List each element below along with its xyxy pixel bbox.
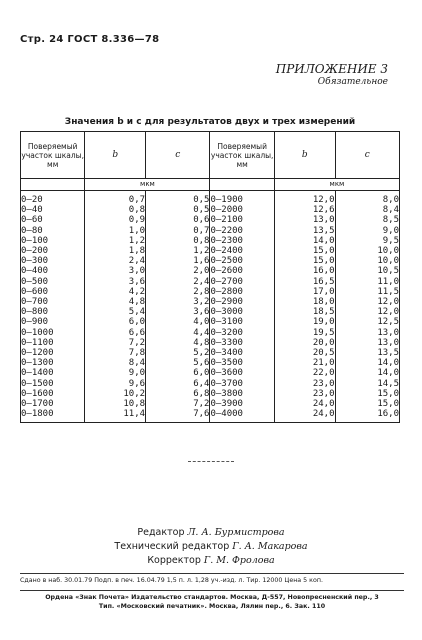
cell-c-right: 15,0 bbox=[335, 389, 399, 399]
cell-c-right: 13,5 bbox=[335, 348, 399, 358]
cell-section-left: 0—1800 bbox=[21, 409, 85, 423]
table-row bbox=[21, 246, 400, 256]
printer-info bbox=[20, 590, 404, 611]
cell-section-right: 0—3200 bbox=[210, 328, 274, 338]
cell-section-right: 0—4000 bbox=[210, 409, 274, 423]
cell-b-right: 17,0 bbox=[274, 287, 335, 297]
cell-c-left: 4,8 bbox=[146, 338, 210, 348]
table-row bbox=[21, 358, 400, 368]
cell-c-right: 10,5 bbox=[335, 266, 399, 276]
cell-b-right: 19,0 bbox=[274, 317, 335, 327]
cell-c-right: 12,0 bbox=[335, 307, 399, 317]
cell-b-left: 1,8 bbox=[85, 246, 146, 256]
cell-c-right: 8,0 bbox=[335, 191, 399, 206]
header-c-right: c bbox=[335, 132, 399, 179]
table-row bbox=[21, 277, 400, 287]
table-row bbox=[21, 226, 400, 236]
credits-block bbox=[0, 526, 422, 568]
cell-b-right: 24,0 bbox=[274, 409, 335, 423]
values-table bbox=[20, 131, 400, 423]
cell-c-right: 14,5 bbox=[335, 379, 399, 389]
cell-c-left: 0,6 bbox=[146, 215, 210, 225]
publication-line: Сдано в наб. 30.01.79 Подп. в печ. 16.04.79 1,5 п. л. 1,28 уч.-изд. л. Тир. 12000 Цена 5 коп. bbox=[20, 573, 404, 584]
cell-b-right: 15,0 bbox=[274, 246, 335, 256]
cell-c-right: 14,0 bbox=[335, 358, 399, 368]
units-blank-right bbox=[210, 179, 274, 191]
credits-tech-editor bbox=[0, 540, 422, 554]
cell-b-left: 1,0 bbox=[85, 226, 146, 236]
cell-section-left: 0—1300 bbox=[21, 358, 85, 368]
header-section-right: Поверяемый участок шкалы, мм bbox=[210, 132, 274, 179]
cell-c-right: 16,0 bbox=[335, 409, 399, 423]
cell-section-left: 0—800 bbox=[21, 307, 85, 317]
cell-c-left: 6,0 bbox=[146, 368, 210, 378]
cell-c-right: 10,0 bbox=[335, 246, 399, 256]
cell-section-right: 0—3600 bbox=[210, 368, 274, 378]
cell-c-right: 12,5 bbox=[335, 317, 399, 327]
table-row bbox=[21, 215, 400, 225]
cell-c-left: 5,6 bbox=[146, 358, 210, 368]
cell-b-right: 22,0 bbox=[274, 368, 335, 378]
page-header: Стр. 24 ГОСТ 8.336—78 bbox=[20, 34, 160, 45]
cell-b-right: 20,0 bbox=[274, 338, 335, 348]
cell-c-right: 11,0 bbox=[335, 277, 399, 287]
cell-c-left: 6,4 bbox=[146, 379, 210, 389]
cell-section-right: 0—2300 bbox=[210, 236, 274, 246]
cell-b-left: 5,4 bbox=[85, 307, 146, 317]
cell-section-right: 0—2500 bbox=[210, 256, 274, 266]
cell-c-right: 15,0 bbox=[335, 399, 399, 409]
appendix-title: ПРИЛОЖЕНИЕ 3 bbox=[275, 62, 388, 76]
cell-c-left: 4,0 bbox=[146, 317, 210, 327]
table-body bbox=[21, 191, 400, 423]
table-row bbox=[21, 328, 400, 338]
cell-section-right: 0—3000 bbox=[210, 307, 274, 317]
cell-section-right: 0—2000 bbox=[210, 205, 274, 215]
table-row bbox=[21, 379, 400, 389]
cell-c-left: 4,4 bbox=[146, 328, 210, 338]
cell-section-left: 0—1200 bbox=[21, 348, 85, 358]
cell-section-left: 0—1400 bbox=[21, 368, 85, 378]
cell-b-left: 11,4 bbox=[85, 409, 146, 423]
cell-section-left: 0—100 bbox=[21, 236, 85, 246]
table-row bbox=[21, 399, 400, 409]
cell-b-right: 12,0 bbox=[274, 191, 335, 206]
cell-c-right: 13,0 bbox=[335, 338, 399, 348]
cell-b-right: 20,5 bbox=[274, 348, 335, 358]
cell-section-left: 0—40 bbox=[21, 205, 85, 215]
cell-b-right: 12,6 bbox=[274, 205, 335, 215]
tech-editor-name: Г. А. Макарова bbox=[232, 541, 308, 552]
cell-c-left: 7,2 bbox=[146, 399, 210, 409]
cell-section-right: 0—3700 bbox=[210, 379, 274, 389]
cell-c-left: 0,8 bbox=[146, 236, 210, 246]
header-section-left: Поверяемый участок шкалы, мм bbox=[21, 132, 85, 179]
table-row bbox=[21, 287, 400, 297]
cell-c-right: 8,4 bbox=[335, 205, 399, 215]
cell-b-right: 14,0 bbox=[274, 236, 335, 246]
units-blank-left bbox=[21, 179, 85, 191]
cell-c-right: 13,0 bbox=[335, 328, 399, 338]
table-row bbox=[21, 389, 400, 399]
cell-c-left: 0,5 bbox=[146, 205, 210, 215]
cell-b-left: 3,0 bbox=[85, 266, 146, 276]
appendix-subtitle: Обязательное bbox=[317, 77, 388, 87]
cell-b-left: 6,0 bbox=[85, 317, 146, 327]
cell-c-left: 0,7 bbox=[146, 226, 210, 236]
cell-b-right: 16,0 bbox=[274, 266, 335, 276]
cell-b-left: 10,8 bbox=[85, 399, 146, 409]
cell-section-right: 0—3500 bbox=[210, 358, 274, 368]
cell-b-left: 7,8 bbox=[85, 348, 146, 358]
separator-dash bbox=[188, 461, 234, 462]
table-row bbox=[21, 338, 400, 348]
cell-c-left: 0,5 bbox=[146, 191, 210, 206]
cell-b-right: 16,5 bbox=[274, 277, 335, 287]
cell-b-right: 19,5 bbox=[274, 328, 335, 338]
cell-b-right: 23,0 bbox=[274, 389, 335, 399]
cell-section-left: 0—1700 bbox=[21, 399, 85, 409]
cell-section-right: 0—3100 bbox=[210, 317, 274, 327]
cell-c-left: 2,8 bbox=[146, 287, 210, 297]
cell-b-left: 7,2 bbox=[85, 338, 146, 348]
cell-section-right: 0—2700 bbox=[210, 277, 274, 287]
editor-name: Л. А. Бурмистрова bbox=[187, 527, 285, 538]
cell-section-left: 0—400 bbox=[21, 266, 85, 276]
cell-b-left: 3,6 bbox=[85, 277, 146, 287]
cell-section-right: 0—2100 bbox=[210, 215, 274, 225]
header-b-left: b bbox=[85, 132, 146, 179]
cell-b-left: 6,6 bbox=[85, 328, 146, 338]
cell-section-right: 0—2800 bbox=[210, 287, 274, 297]
table-title: Значения b и c для результатов двух и трех измерений bbox=[64, 117, 356, 127]
cell-c-right: 9,0 bbox=[335, 226, 399, 236]
printer-line-1: Ордена «Знак Почета» Издательство стандартов. Москва, Д-557, Новопресненский пер., 3 bbox=[45, 594, 379, 601]
table-row bbox=[21, 297, 400, 307]
table-row bbox=[21, 205, 400, 215]
cell-section-left: 0—500 bbox=[21, 277, 85, 287]
cell-section-left: 0—1100 bbox=[21, 338, 85, 348]
credits-editor bbox=[0, 526, 422, 540]
cell-c-right: 12,0 bbox=[335, 297, 399, 307]
cell-c-right: 8,5 bbox=[335, 215, 399, 225]
cell-b-right: 18,5 bbox=[274, 307, 335, 317]
table-row bbox=[21, 307, 400, 317]
cell-b-right: 18,0 bbox=[274, 297, 335, 307]
proofreader-name: Г. М. Фролова bbox=[203, 555, 275, 566]
cell-b-left: 8,4 bbox=[85, 358, 146, 368]
cell-b-left: 4,2 bbox=[85, 287, 146, 297]
cell-b-left: 2,4 bbox=[85, 256, 146, 266]
cell-b-left: 0,9 bbox=[85, 215, 146, 225]
table-row bbox=[21, 409, 400, 423]
table-row bbox=[21, 256, 400, 266]
table-row bbox=[21, 348, 400, 358]
units-right: мкм bbox=[274, 179, 399, 191]
cell-section-left: 0—300 bbox=[21, 256, 85, 266]
cell-b-right: 13,0 bbox=[274, 215, 335, 225]
cell-b-left: 4,8 bbox=[85, 297, 146, 307]
cell-b-left: 10,2 bbox=[85, 389, 146, 399]
cell-section-left: 0—1500 bbox=[21, 379, 85, 389]
cell-c-left: 3,2 bbox=[146, 297, 210, 307]
table-row bbox=[21, 317, 400, 327]
cell-section-right: 0—3800 bbox=[210, 389, 274, 399]
appendix-heading bbox=[276, 62, 388, 87]
cell-c-left: 2,4 bbox=[146, 277, 210, 287]
cell-section-right: 0—2900 bbox=[210, 297, 274, 307]
tech-editor-label: Технический редактор bbox=[114, 541, 230, 552]
cell-c-right: 14,0 bbox=[335, 368, 399, 378]
cell-b-right: 24,0 bbox=[274, 399, 335, 409]
cell-c-left: 1,6 bbox=[146, 256, 210, 266]
cell-section-left: 0—1600 bbox=[21, 389, 85, 399]
cell-b-left: 0,7 bbox=[85, 191, 146, 206]
cell-b-left: 9,0 bbox=[85, 368, 146, 378]
cell-section-left: 0—1000 bbox=[21, 328, 85, 338]
cell-section-right: 0—2200 bbox=[210, 226, 274, 236]
cell-b-right: 13,5 bbox=[274, 226, 335, 236]
header-b-right: b bbox=[274, 132, 335, 179]
units-left: мкм bbox=[85, 179, 210, 191]
cell-section-left: 0—80 bbox=[21, 226, 85, 236]
cell-b-right: 15,0 bbox=[274, 256, 335, 266]
cell-section-left: 0—200 bbox=[21, 246, 85, 256]
cell-section-right: 0—3400 bbox=[210, 348, 274, 358]
cell-section-left: 0—600 bbox=[21, 287, 85, 297]
cell-section-right: 0—3300 bbox=[210, 338, 274, 348]
cell-section-left: 0—700 bbox=[21, 297, 85, 307]
cell-b-left: 9,6 bbox=[85, 379, 146, 389]
credits-proofreader bbox=[0, 554, 422, 568]
cell-b-right: 21,0 bbox=[274, 358, 335, 368]
proofreader-label: Корректор bbox=[147, 555, 201, 566]
table-row bbox=[21, 266, 400, 276]
cell-c-left: 2,0 bbox=[146, 266, 210, 276]
cell-b-right: 23,0 bbox=[274, 379, 335, 389]
cell-section-right: 0—3900 bbox=[210, 399, 274, 409]
cell-b-left: 0,8 bbox=[85, 205, 146, 215]
cell-section-right: 0—1900 bbox=[210, 191, 274, 206]
editor-label: Редактор bbox=[137, 527, 185, 538]
table-row bbox=[21, 191, 400, 206]
cell-c-left: 6,8 bbox=[146, 389, 210, 399]
cell-c-left: 3,6 bbox=[146, 307, 210, 317]
table-row bbox=[21, 368, 400, 378]
cell-c-left: 5,2 bbox=[146, 348, 210, 358]
table-row bbox=[21, 236, 400, 246]
cell-section-left: 0—20 bbox=[21, 191, 85, 206]
cell-section-right: 0—2400 bbox=[210, 246, 274, 256]
cell-c-right: 10,0 bbox=[335, 256, 399, 266]
cell-section-right: 0—2600 bbox=[210, 266, 274, 276]
printer-line-2: Тип. «Московский печатник». Москва, Лялин пер., 6. Зак. 110 bbox=[98, 602, 326, 610]
cell-c-right: 11,5 bbox=[335, 287, 399, 297]
cell-c-left: 7,6 bbox=[146, 409, 210, 423]
header-c-left: c bbox=[146, 132, 210, 179]
cell-c-right: 9,5 bbox=[335, 236, 399, 246]
cell-b-left: 1,2 bbox=[85, 236, 146, 246]
cell-c-left: 1,2 bbox=[146, 246, 210, 256]
cell-section-left: 0—900 bbox=[21, 317, 85, 327]
cell-section-left: 0—60 bbox=[21, 215, 85, 225]
